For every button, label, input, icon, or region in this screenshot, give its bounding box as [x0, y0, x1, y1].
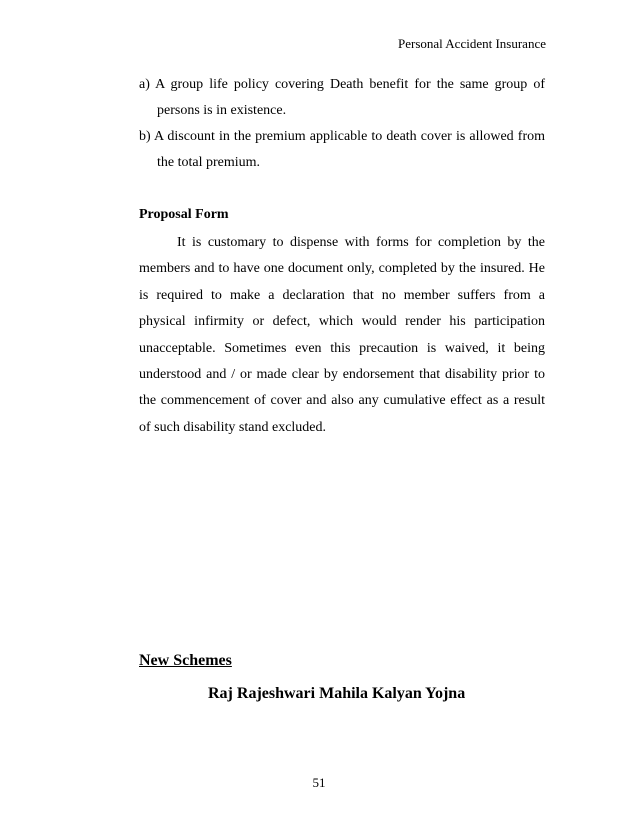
running-header: Personal Accident Insurance — [397, 36, 546, 51]
page-content — [139, 72, 545, 441]
scheme-title: Raj Rajeshwari Mahila Kalyan Yojna — [208, 685, 466, 702]
proposal-form-heading: Proposal Form — [139, 207, 229, 222]
page-number: 51 — [312, 775, 326, 790]
condition-item-a: a) A group life policy covering Death benefit for the same group of persons is in existence. — [139, 77, 545, 118]
proposal-form-paragraph: It is customary to dispense with forms for completion by the members and to have one document only, completed by the insured. He is required to make a declaration that no member suffers from a physical infirmity or defect, which would render his participation unacceptable. Sometimes even this precaution is waived, it being understood and / or made clear by endorsement that disability prior to the commencement of cover and also any cumulative effect as a result of such disability stand excluded. — [139, 235, 545, 435]
condition-item-b: b) A discount in the premium applicable to death cover is allowed from the total premium. — [139, 129, 545, 170]
new-schemes-heading: New Schemes — [139, 652, 232, 669]
